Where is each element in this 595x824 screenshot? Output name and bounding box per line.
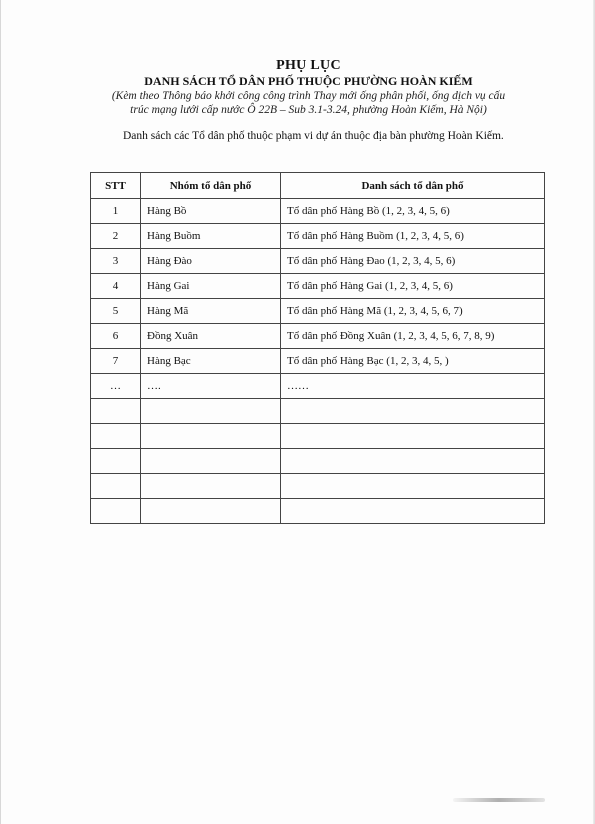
cell-list: Tổ dân phố Đồng Xuân (1, 2, 3, 4, 5, 6, 7, 8, 9) [281,324,545,349]
table-row-empty [91,449,545,474]
cell-list: Tổ dân phố Hàng Đao (1, 2, 3, 4, 5, 6) [281,249,545,274]
cell-list: Tổ dân phố Hàng Buồm (1, 2, 3, 4, 5, 6) [281,224,545,249]
cell-group [141,424,281,449]
cell-group [141,474,281,499]
cell-group [141,499,281,524]
cell-group: Hàng Gai [141,274,281,299]
table-row [91,199,545,224]
table-row [91,274,545,299]
document-header [71,58,546,117]
table-row [91,249,545,274]
cell-stt [91,399,141,424]
cell-stt: … [91,374,141,399]
cell-group [141,449,281,474]
table-row-empty [91,499,545,524]
cell-list: Tổ dân phố Hàng Bạc (1, 2, 3, 4, 5, ) [281,349,545,374]
cell-list [281,474,545,499]
appendix-title: PHỤ LỤC [276,58,341,73]
cell-group: Đồng Xuân [141,324,281,349]
table-row [91,349,545,374]
cell-list [281,424,545,449]
cell-list: …… [281,374,545,399]
cell-list: Tổ dân phố Hàng Bồ (1, 2, 3, 4, 5, 6) [281,199,545,224]
table-row [91,224,545,249]
cell-list: Tổ dân phố Hàng Gai (1, 2, 3, 4, 5, 6) [281,274,545,299]
intro-paragraph: Danh sách các Tổ dân phố thuộc phạm vi dự án thuộc địa bàn phường Hoàn Kiếm. [123,130,504,142]
cell-group [141,399,281,424]
cell-list: Tổ dân phố Hàng Mã (1, 2, 3, 4, 5, 6, 7) [281,299,545,324]
cell-stt [91,474,141,499]
cell-stt: 3 [91,249,141,274]
cell-stt: 4 [91,274,141,299]
cell-stt: 1 [91,199,141,224]
cell-group: Hàng Bồ [141,199,281,224]
appendix-note-line-1: (Kèm theo Thông báo khởi công công trình Thay mới ống phân phối, ống dịch vụ cấu [111,90,506,102]
cell-stt: 2 [91,224,141,249]
residential-group-table [90,172,545,524]
appendix-note-line-2: trúc mạng lưới cấp nước Ô 22B – Sub 3.1-3.24, phường Hoàn Kiếm, Hà Nội) [130,104,487,116]
cell-list [281,449,545,474]
cell-stt [91,424,141,449]
table-row-empty [91,399,545,424]
header-group: Nhóm tổ dân phố [141,173,281,199]
cell-stt: 7 [91,349,141,374]
cell-stt: 6 [91,324,141,349]
table-row-ellipsis [91,374,545,399]
table-row [91,324,545,349]
table-header-row [91,173,545,199]
header-stt: STT [91,173,141,199]
cell-group: Hàng Bạc [141,349,281,374]
table-row [91,299,545,324]
cell-group: Hàng Buồm [141,224,281,249]
header-list: Danh sách tổ dân phố [281,173,545,199]
table-row-empty [91,424,545,449]
cell-stt [91,499,141,524]
cell-stt [91,449,141,474]
appendix-subtitle: DANH SÁCH TỔ DÂN PHỐ THUỘC PHƯỜNG HOÀN KIẾM [144,74,473,88]
cell-group: Hàng Đào [141,249,281,274]
cell-group: …. [141,374,281,399]
table-row-empty [91,474,545,499]
scan-artifact-mark [453,798,545,802]
cell-list [281,399,545,424]
cell-stt: 5 [91,299,141,324]
cell-group: Hàng Mã [141,299,281,324]
cell-list [281,499,545,524]
